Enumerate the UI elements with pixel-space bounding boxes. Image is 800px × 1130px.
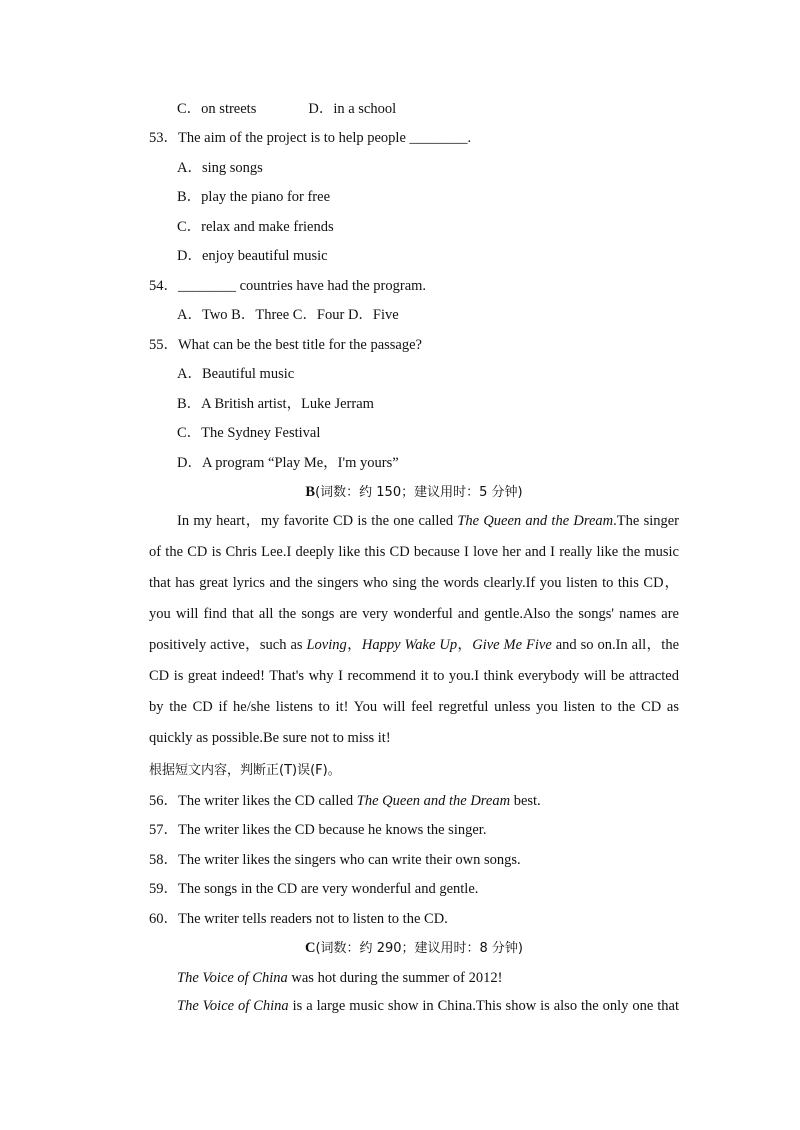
- q52-option-c: C．on streets: [177, 101, 257, 117]
- separator-1: ，: [346, 637, 362, 653]
- passage-text-1: In my heart，my favorite CD is the one called: [177, 513, 458, 529]
- q54-options: A．Two B．Three C．Four D．Five: [177, 307, 399, 323]
- section-c-line-1: [177, 969, 502, 987]
- passage-text-3: and so on.In all，the CD is great indeed! That's why I recommend it to you.I think everybody will be attracted by the CD if he/she listens to it! You will feel regretful unless you listen to the CD as quickly as possible.Be sure not to miss it!: [149, 637, 680, 746]
- section-c-text-1: was hot during the summer of 2012!: [287, 970, 503, 986]
- section-b-passage: [149, 506, 679, 754]
- q53-stem: 53．The aim of the project is to help people ________.: [149, 130, 472, 146]
- section-c-line-2: [149, 991, 679, 1053]
- section-b-letter: B: [305, 484, 316, 500]
- show-title: The Voice of China: [177, 970, 288, 986]
- section-b-meta: (词数：约 150；建议用时：5 分钟): [315, 485, 523, 500]
- section-c-heading: [149, 939, 679, 958]
- separator-2: ，: [457, 637, 473, 653]
- song-title-1: Loving: [306, 637, 347, 653]
- passage-text-2: .The singer of the CD is Chris Lee.I deeply like this CD because I love her and I really like the music that has great lyrics and the singers who sing the words clearly.If you listen to this CD，you will find that all the songs are very wonderful and gentle.Also the songs' names are positively active，such as: [149, 513, 679, 653]
- section-c-letter: C: [305, 940, 316, 956]
- q52-options-cd: [177, 100, 396, 118]
- q53-option-c: C．relax and make friends: [177, 219, 334, 235]
- q56-text-pre: 56．The writer likes the CD called: [149, 793, 357, 809]
- passage-paragraph: [149, 506, 679, 754]
- q55-option-a: A．Beautiful music: [177, 366, 295, 382]
- q53-option-b: B．play the piano for free: [177, 189, 331, 205]
- q58: 58．The writer likes the singers who can write their own songs.: [149, 852, 521, 868]
- q55-option-d: D．A program “Play Me，I'm yours”: [177, 455, 399, 471]
- q55-option-b: B．A British artist，Luke Jerram: [177, 396, 374, 412]
- q55-stem: 55．What can be the best title for the passage?: [149, 337, 422, 353]
- q55-option-c: C．The Sydney Festival: [177, 425, 321, 441]
- q56: [149, 792, 541, 810]
- cd-title: The Queen and the Dream: [457, 513, 614, 529]
- q52-option-d: D．in a school: [308, 101, 397, 117]
- q53-option-d: D．enjoy beautiful music: [177, 248, 328, 264]
- q56-cd-title: The Queen and the Dream: [356, 793, 511, 809]
- q54-stem: 54．________ countries have had the program.: [149, 278, 427, 294]
- tf-instruction: 根据短文内容，判断正(T)误(F)。: [149, 763, 341, 778]
- song-title-2: Happy Wake Up: [361, 637, 458, 653]
- q59: 59．The songs in the CD are very wonderful and gentle.: [149, 881, 479, 897]
- song-title-3: Give Me Five: [472, 637, 552, 653]
- q57: 57．The writer likes the CD because he knows the singer.: [149, 822, 487, 838]
- q53-option-a: A．sing songs: [177, 160, 263, 176]
- section-c-paragraph: [149, 991, 679, 1053]
- show-title-2: The Voice of China: [177, 998, 289, 1014]
- section-c-meta: (词数：约 290；建议用时：8 分钟): [315, 941, 523, 956]
- q56-text-post: best.: [510, 793, 541, 809]
- section-b-heading: [149, 483, 679, 502]
- q60: 60．The writer tells readers not to listen to the CD.: [149, 911, 448, 927]
- section-c-text-2: is a large music show in China.This show is also the only one that: [288, 998, 679, 1014]
